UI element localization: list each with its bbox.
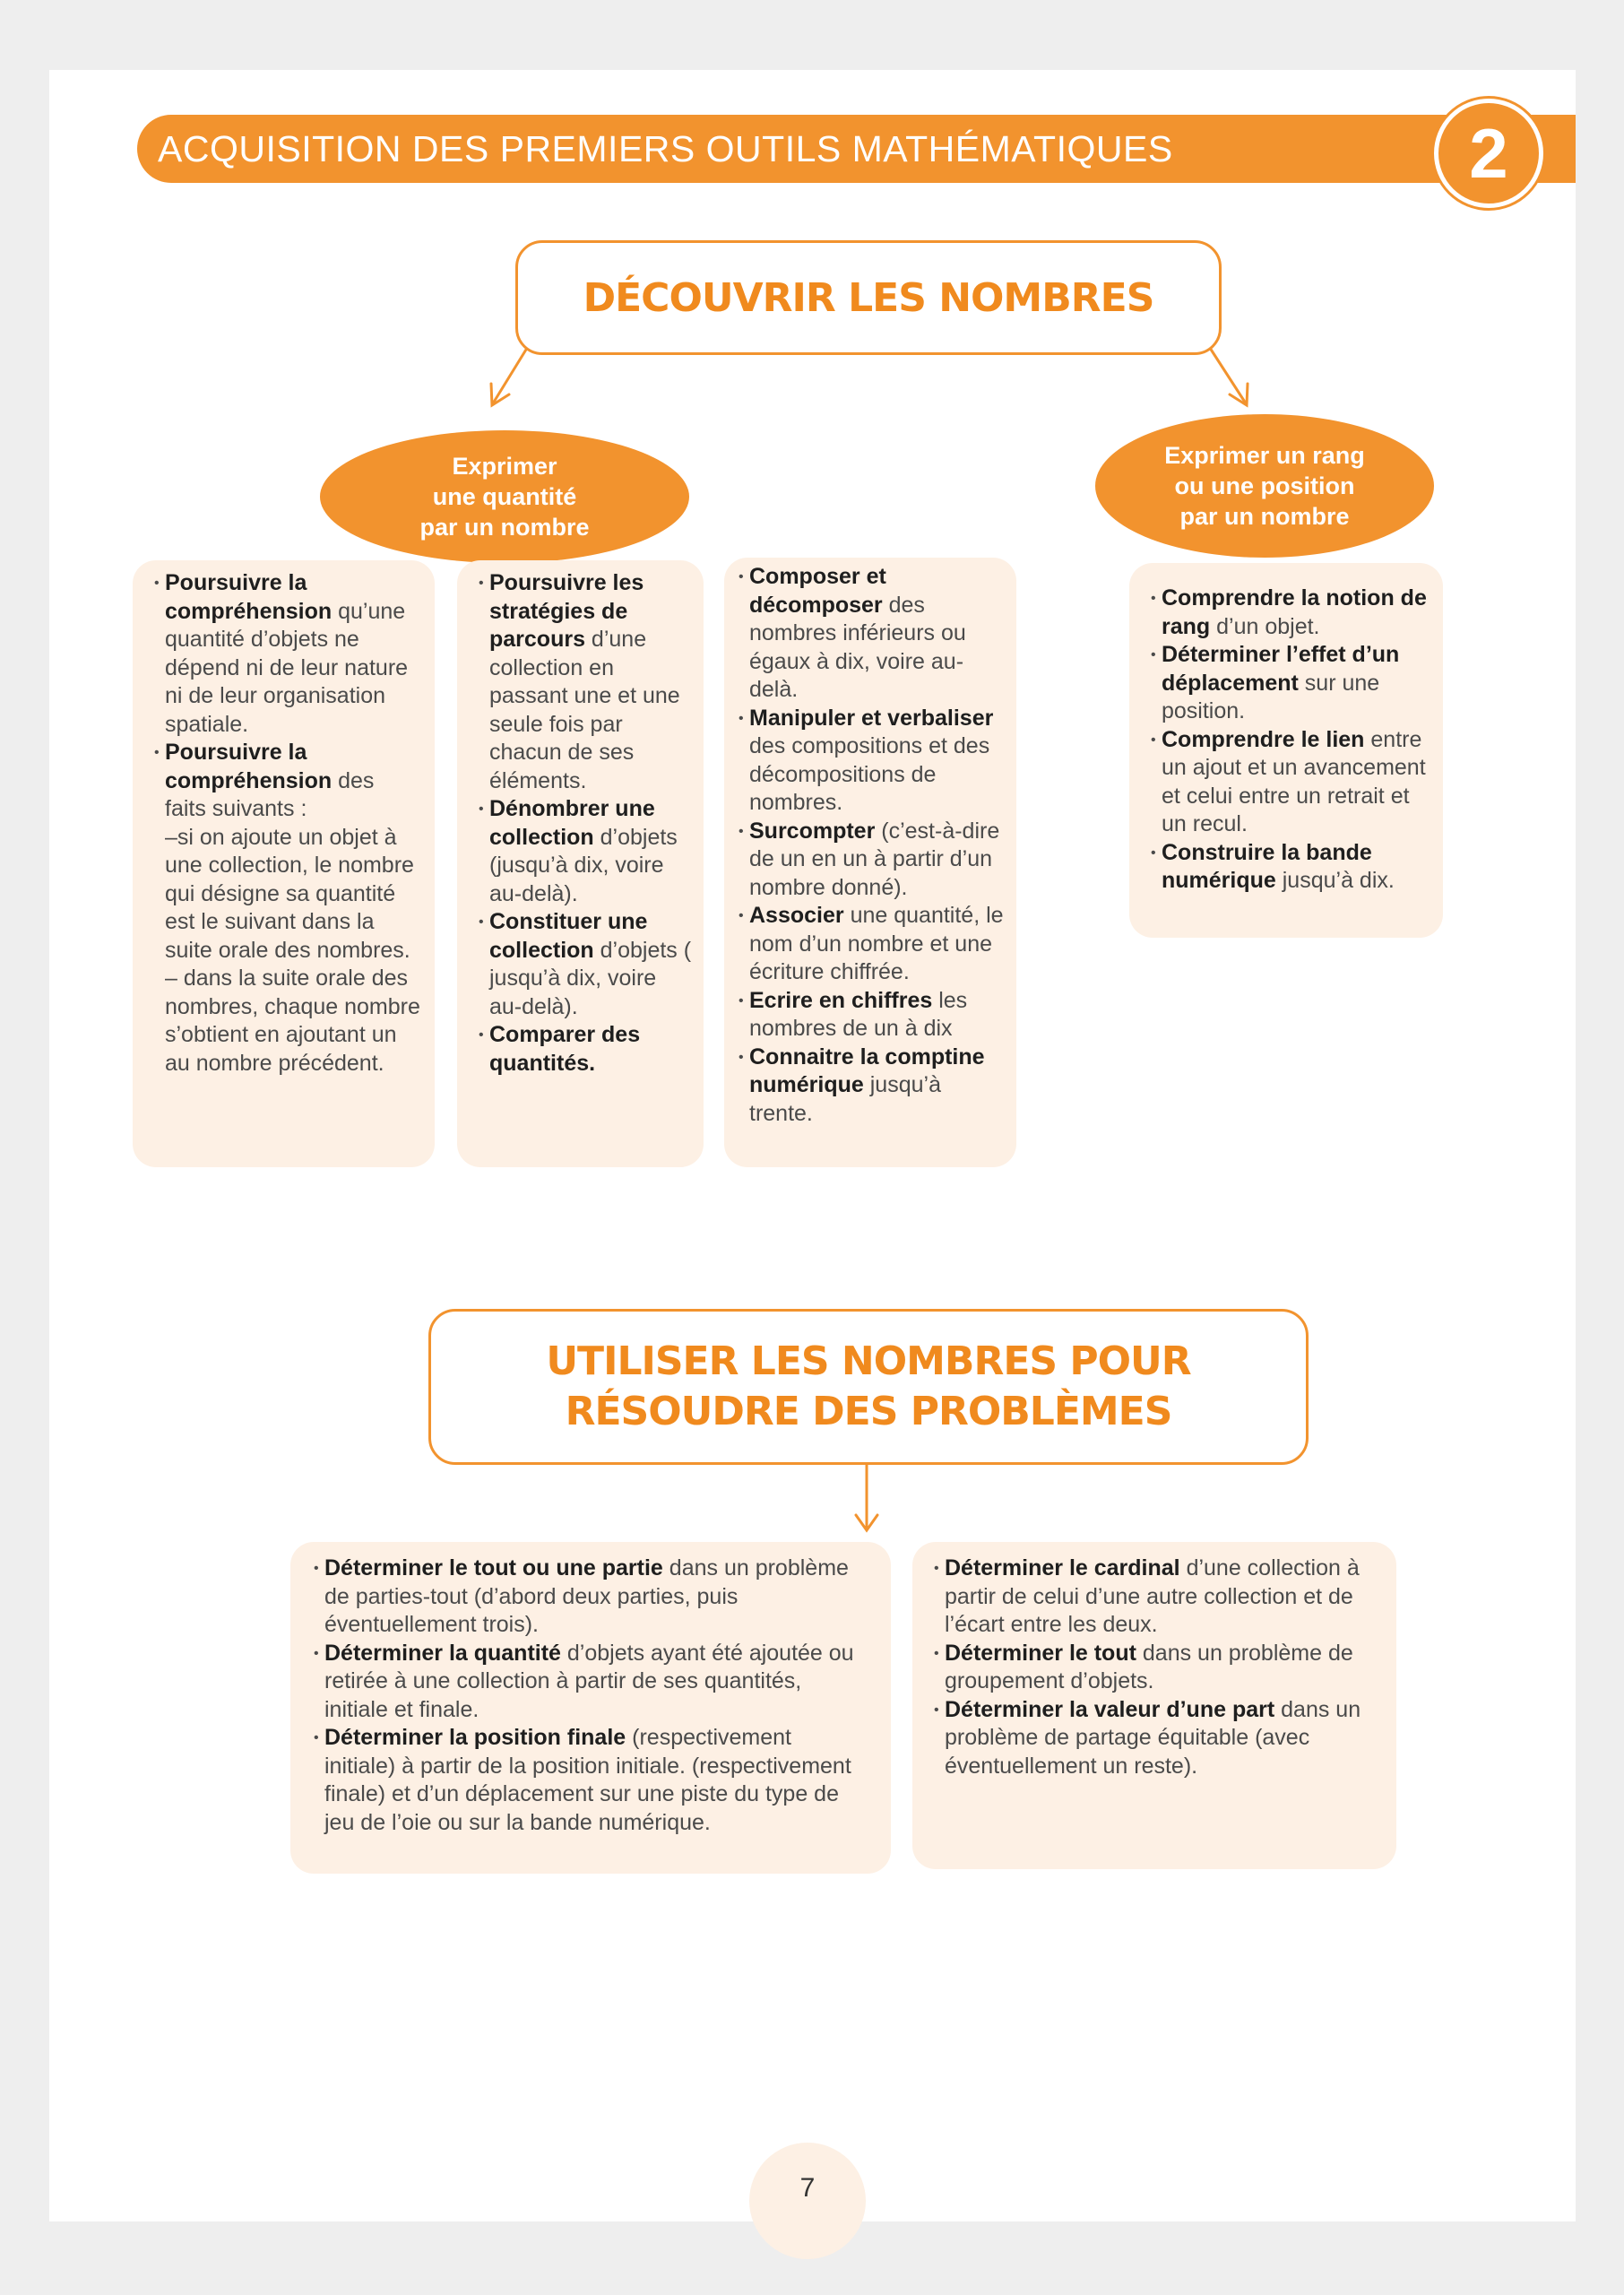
chapter-number-badge: 2 xyxy=(1434,99,1543,208)
section-title-solve-problems: UTILISER LES NOMBRES POUR RÉSOUDRE DES PROBLÈMES xyxy=(428,1309,1309,1465)
page-number: 7 xyxy=(799,2173,816,2203)
list-item: • Déterminer le cardinal d’une collection à partir de celui d’une autre collection et de l’écart entre les deux. xyxy=(934,1555,1360,1637)
panel-problems-right xyxy=(912,1542,1396,1869)
list-item: • Composer et décomposer des nombres inférieurs ou égaux à dix, voire au-delà. xyxy=(739,564,966,702)
list-item: • Déterminer l’effet d’un déplacement sur une position. xyxy=(1151,642,1400,723)
section-title-discover-numbers: DÉCOUVRIR LES NOMBRES xyxy=(515,240,1222,355)
panel-rank-position xyxy=(1129,563,1443,938)
list-item: • Constituer une collection d’objets ( jusqu’à dix, voire au-delà). xyxy=(479,909,692,1019)
branch-rank-oval: Exprimer un rang ou une position par un nombre xyxy=(1095,414,1434,558)
list-item: • Poursuivre la compréhension des faits suivants : xyxy=(154,740,375,821)
list-item: • Manipuler et verbaliser des compositions et des décompositions de nombres. xyxy=(739,705,994,815)
list-item: • Comprendre le lien entre un ajout et un avancement et celui entre un retrait et un recul. xyxy=(1151,726,1426,836)
header-title: ACQUISITION DES PREMIERS OUTILS MATHÉMATIQUES xyxy=(158,128,1173,169)
list-item: • Connaitre la comptine numérique jusqu’à trente. xyxy=(739,1044,985,1126)
list-item: • Déterminer la valeur d’une part dans un problème de partage équitable (avec éventuellement un reste). xyxy=(934,1696,1361,1779)
list-item: • Déterminer la position finale (respectivement initiale) à partir de la position initiale. (respectivement finale) et d’un déplacement sur une piste du type de jeu de l’oie ou sur la bande numérique. xyxy=(314,1725,851,1835)
list-item: • Construire la bande numérique jusqu’à dix. xyxy=(1151,839,1395,893)
list-subitem: – dans la suite orale des nombres, chaque nombre s’obtient en ajoutant un au nombre précédent. xyxy=(165,966,420,1076)
list-item: • Surcompter (c’est-à-dire de un en un à partir d’un nombre donné). xyxy=(739,818,1000,900)
panel-quantity-understanding xyxy=(133,560,435,1167)
list-item: • Poursuivre les stratégies de parcours d’une collection en passant une et une seule fois par chacun de ses éléments. xyxy=(479,570,680,793)
page-number-badge xyxy=(749,2143,866,2259)
panel-counting-strategies xyxy=(457,560,704,1167)
list-item: • Déterminer le tout dans un problème de groupement d’objets. xyxy=(934,1640,1353,1693)
list-item: • Associer une quantité, le nom d’un nombre et une écriture chiffrée. xyxy=(739,903,1004,984)
branch-quantity-oval: Exprimer une quantité par un nombre xyxy=(320,430,689,563)
list-item: • Ecrire en chiffres les nombres de un à dix xyxy=(739,987,968,1041)
panel-compose-numbers xyxy=(724,558,1016,1167)
panel-problems-left xyxy=(290,1542,891,1874)
list-item: • Comparer des quantités. xyxy=(479,1022,641,1076)
list-item: • Déterminer la quantité d’objets ayant été ajoutée ou retirée à une collection à partir de ses quantités, initiale et finale. xyxy=(314,1640,854,1722)
list-item: • Dénombrer une collection d’objets (jusqu’à dix, voire au-delà). xyxy=(479,796,678,906)
list-item: • Poursuivre la compréhension qu’une quantité d’objets ne dépend ni de leur nature ni de leur organisation spatiale. xyxy=(154,570,409,737)
list-item: • Comprendre la notion de rang d’un objet. xyxy=(1151,585,1427,639)
list-item: • Déterminer le tout ou une partie dans un problème de parties-tout (d’abord deux parties, puis éventuellement trois). xyxy=(314,1555,849,1637)
list-subitem: –si on ajoute un objet à une collection, le nombre qui désigne sa quantité est le suivant dans la suite orale des nombres. xyxy=(165,824,414,963)
